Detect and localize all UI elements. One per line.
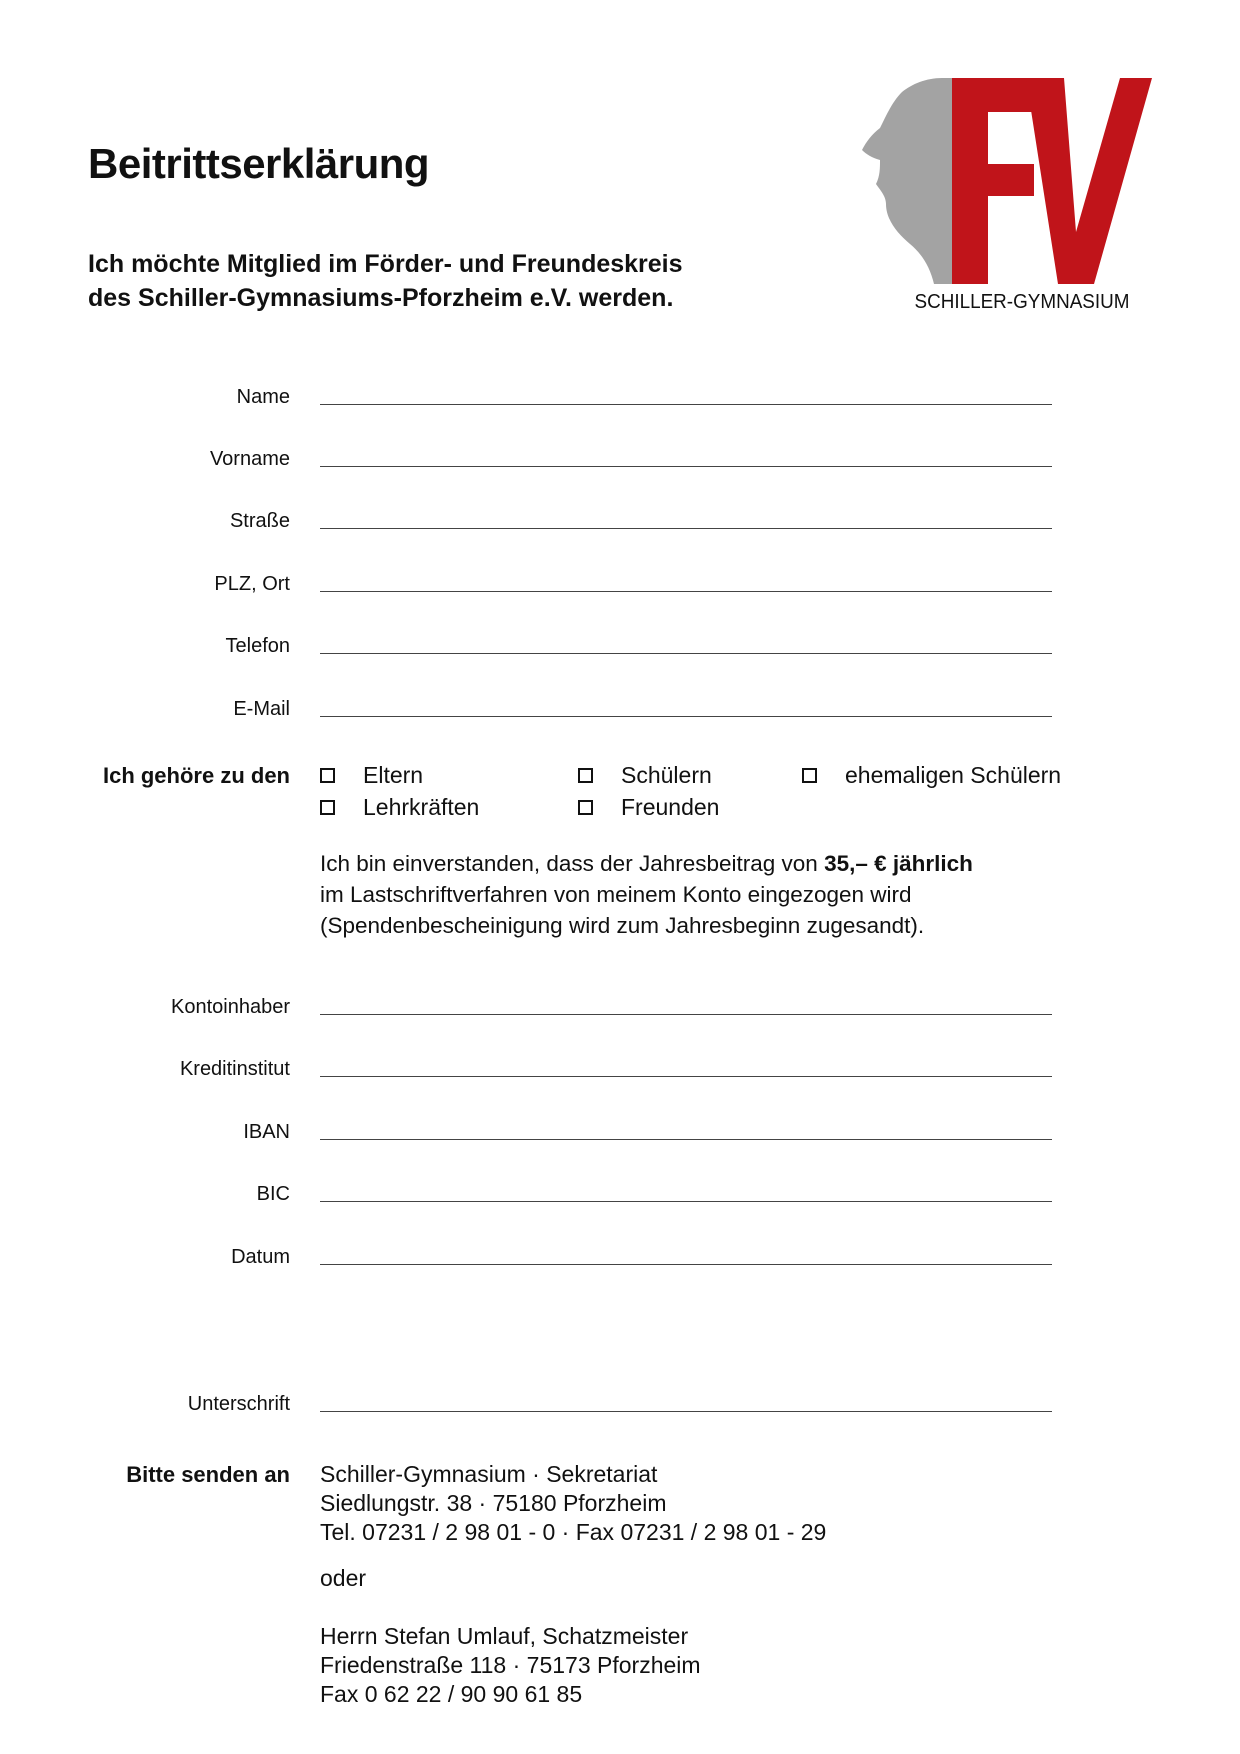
strasse-label: Straße xyxy=(229,510,290,532)
option-freunden[interactable] xyxy=(578,794,719,821)
name-line[interactable] xyxy=(320,404,1052,405)
email-label: E-Mail xyxy=(233,698,290,720)
iban-line[interactable] xyxy=(320,1139,1052,1140)
option-label: Eltern xyxy=(363,762,424,788)
kontoinhaber-label: Kontoinhaber xyxy=(171,996,290,1018)
address-school xyxy=(320,1460,826,1547)
head-silhouette-icon xyxy=(862,78,952,284)
datum-label: Datum xyxy=(231,1246,290,1268)
strasse-line[interactable] xyxy=(320,528,1052,529)
checkbox-icon[interactable] xyxy=(320,768,335,783)
option-label: Lehrkräften xyxy=(363,794,480,820)
address-line: Schiller-Gymnasium · Sekretariat xyxy=(320,1461,658,1487)
consent-prefix: Ich bin einverstanden, dass der Jahresbeitrag von xyxy=(320,851,825,876)
telefon-line[interactable] xyxy=(320,653,1052,654)
consent-line-3: (Spendenbescheinigung wird zum Jahresbeginn zugesandt). xyxy=(320,913,925,938)
unterschrift-line[interactable] xyxy=(320,1411,1052,1412)
option-ehemaligen-schuelern[interactable] xyxy=(802,762,1061,789)
option-schuelern[interactable] xyxy=(578,762,712,789)
address-line: Siedlungstr. 38 · 75180 Pforzheim xyxy=(320,1490,667,1516)
iban-label: IBAN xyxy=(243,1121,290,1143)
vorname-label: Vorname xyxy=(209,448,290,470)
unterschrift-label: Unterschrift xyxy=(187,1393,290,1415)
bic-line[interactable] xyxy=(320,1201,1052,1202)
address-line: Tel. 07231 / 2 98 01 - 0 · Fax 07231 / 2 98 01 - 29 xyxy=(320,1519,827,1545)
vorname-line[interactable] xyxy=(320,466,1052,467)
option-lehrkraeften[interactable] xyxy=(320,794,479,821)
name-label: Name xyxy=(236,386,290,408)
plz-ort-label: PLZ, Ort xyxy=(214,573,290,595)
send-to-label: Bitte senden an xyxy=(126,1462,290,1487)
consent-line-1 xyxy=(320,848,973,879)
checkbox-icon[interactable] xyxy=(802,768,817,783)
kreditinstitut-line[interactable] xyxy=(320,1076,1052,1077)
intro-line-1: Ich möchte Mitglied im Förder- und Freundeskreis xyxy=(88,250,683,278)
option-label: Schülern xyxy=(621,762,712,788)
option-eltern[interactable] xyxy=(320,762,423,789)
datum-line[interactable] xyxy=(320,1264,1052,1265)
consent-line-2: im Lastschriftverfahren von meinem Konto eingezogen wird xyxy=(320,882,912,907)
checkbox-icon[interactable] xyxy=(320,800,335,815)
logo-vertical-text: FÖRDERVEREIN xyxy=(1127,53,1219,276)
checkbox-icon[interactable] xyxy=(578,768,593,783)
address-treasurer xyxy=(320,1622,701,1709)
telefon-label: Telefon xyxy=(225,635,290,657)
checkbox-icon[interactable] xyxy=(578,800,593,815)
address-line: Fax 0 62 22 / 90 90 61 85 xyxy=(320,1681,583,1707)
kreditinstitut-label: Kreditinstitut xyxy=(179,1058,290,1080)
kontoinhaber-line[interactable] xyxy=(320,1014,1052,1015)
logo-caption: SCHILLER-GYMNASIUM xyxy=(914,291,1130,313)
membership-label: Ich gehöre zu den xyxy=(102,763,290,788)
logo-letter-f xyxy=(952,78,1040,284)
intro-line-2: des Schiller-Gymnasiums-Pforzheim e.V. werden. xyxy=(88,284,674,312)
option-label: Freunden xyxy=(621,794,720,820)
bic-label: BIC xyxy=(256,1183,290,1205)
consent-amount: 35,– € jährlich xyxy=(824,851,973,876)
foerderverein-logo xyxy=(850,53,1219,317)
plz-ort-line[interactable] xyxy=(320,591,1052,592)
address-line: Herrn Stefan Umlauf, Schatzmeister xyxy=(320,1623,689,1649)
email-line[interactable] xyxy=(320,716,1052,717)
option-label: ehemaligen Schülern xyxy=(845,762,1062,788)
address-separator: oder xyxy=(320,1565,367,1591)
consent-text xyxy=(320,848,973,941)
page-title: Beitrittserklärung xyxy=(88,140,430,187)
address-line: Friedenstraße 118 · 75173 Pforzheim xyxy=(320,1652,701,1678)
